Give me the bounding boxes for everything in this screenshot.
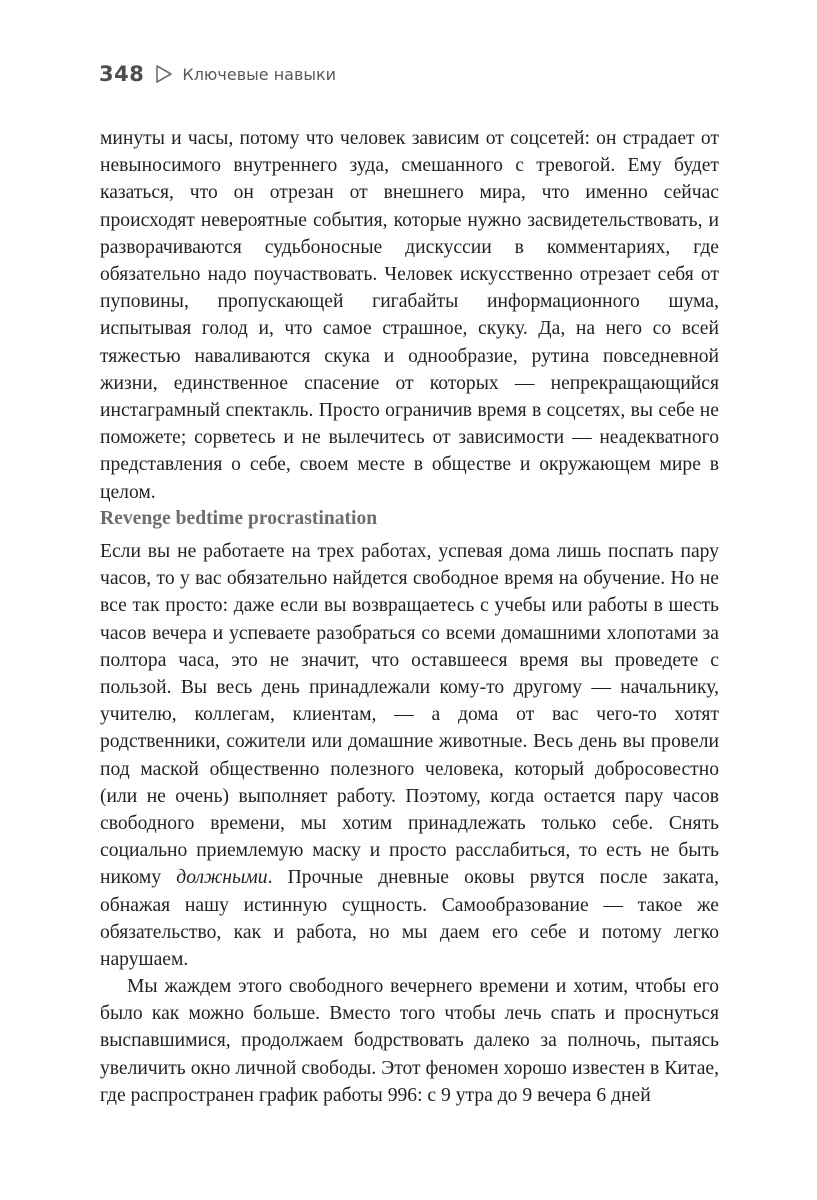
paragraph xyxy=(100,125,719,506)
paragraph-text-part: . Прочные дневные оковы рвутся после заката, обнажая нашу истинную сущность. Самообразование — такое же обязательство, как и работа, но мы даем его себе и потому легко нарушаем. xyxy=(100,867,719,971)
play-triangle-icon xyxy=(154,64,174,84)
paragraph-text xyxy=(100,538,719,973)
emphasized-word: должными xyxy=(176,867,268,889)
paragraph-text-part: Если вы не работаете на трех работах, успевая дома лишь поспать пару часов, то у вас обязательно найдется свободное время на обучение. Но не все так просто: даже если вы возвращаетесь с учебы или работы в шесть часов вечера и успеваете разобраться со всеми домашними хлопотами за полтора часа, это не значит, что оставшееся время вы проведете с пользой. Вы весь день принадлежали кому-то другому — начальнику, учителю, коллегам, клиентам, — а дома от вас чего-то хотят родственники, сожители или домашние животные. Весь день вы провели под маской общественно полезного человека, который добросовестно (или не очень) выполняет работу. Поэтому, когда остается пару часов свободного времени, мы хотим принадлежать только себе. Снять социально приемлемую маску и просто расслабиться, то есть не быть никому xyxy=(100,541,719,889)
subheading: Revenge bedtime procrastination xyxy=(100,508,378,529)
paragraph xyxy=(100,538,719,973)
running-head xyxy=(99,60,336,88)
paragraph-text: минуты и часы, потому что человек зависим от соцсетей: он страдает от невыносимого внутреннего зуда, смешанного с тревогой. Ему будет казаться, что он отрезан от внешнего мира, что именно сейчас происходят невероятные события, которые нужно засвидетельствовать, и разворачиваются судьбоносные дискуссии в комментариях, где обязательно надо поучаствовать. Человек искусственно отрезает себя от пуповины, пропускающей гигабайты информационного шума, испытывая голод и, что самое страшное, скуку. Да, на него со всей тяжестью наваливаются скука и однообразие, рутина повседневной жизни, единственное спасение от которых — непрекращающийся инстаграмный спектакль. Просто ограничив время в соцсетях, вы себе не поможете; сорветесь и не вылечитесь от зависимости — неадекватного представления о себе, своем месте в обществе и окружающем мире в целом. xyxy=(100,128,719,503)
page-number: 348 xyxy=(99,62,145,86)
section-title: Ключевые навыки xyxy=(182,64,337,84)
paragraph xyxy=(100,973,719,1109)
paragraph-text: Мы жаждем этого свободного вечернего времени и хотим, чтобы его было как можно больше. Вместо того чтобы лечь спать и проснуться выспавшимися, продолжаем бодрствовать далеко за полночь, пытаясь увеличить окно личной свободы. Этот феномен хорошо известен в Китае, где распространен график работы 996: с 9 утра до 9 вечера 6 дней xyxy=(100,976,719,1106)
